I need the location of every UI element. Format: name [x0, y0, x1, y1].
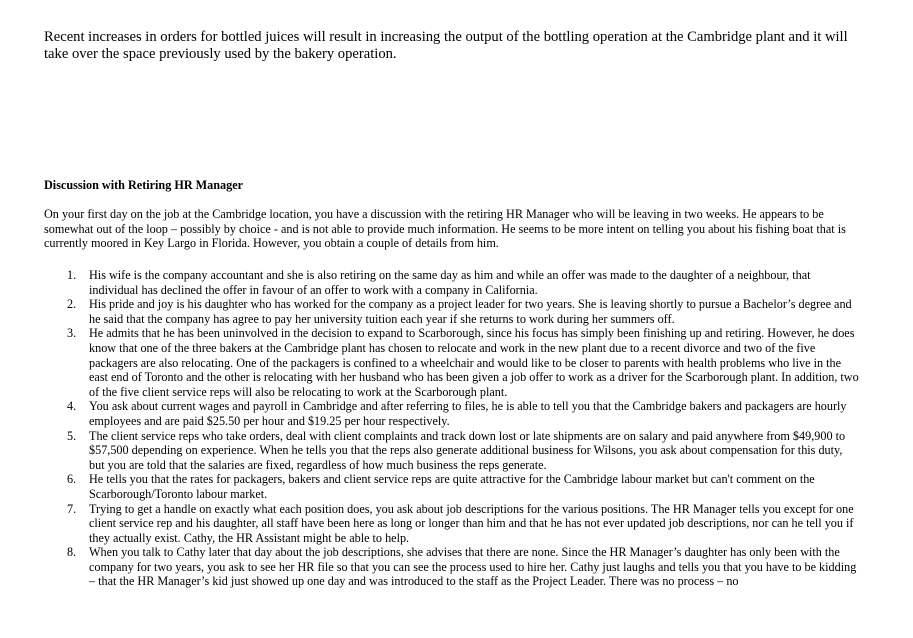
list-item — [44, 429, 859, 473]
list-item-number: 3. — [67, 326, 77, 341]
list-item-text: When you talk to Cathy later that day about the job descriptions, she advises that there are none. Since the HR Manager’s daughter has only been with the company for two years, you ask to see her HR file so that you can see the process used to hire her. Cathy just laughs and tells you that you have to be kidding – that the HR Manager’s kid just showed up one day and was introduced to the staff as the Project Leader. There was no process – no — [89, 545, 857, 589]
list-item-text: His wife is the company accountant and she is also retiring on the same day as him and while an offer was made to the daughter of a neighbour, that individual has declined the offer in favour of an offer to work with a company in California. — [89, 268, 811, 297]
section-paragraph: On your first day on the job at the Cambridge location, you have a discussion with the retiring HR Manager who will be leaving in two weeks. He appears to be somewhat out of the loop – possibly by choice - and is not able to provide much information. He seems to be more intent on telling you about his fishing boat that is currently moored in Key Largo in Florida. However, you obtain a couple of details from him. — [44, 207, 846, 251]
list-item-text: His pride and joy is his daughter who has worked for the company as a project leader for two years. She is leaving shortly to pursue a Bachelor’s degree and he said that the company has agree to pay her university tuition each year if she returns to work during her summers off. — [89, 297, 852, 326]
list-item-number: 2. — [67, 297, 77, 312]
section-heading: Discussion with Retiring HR Manager — [44, 178, 244, 192]
numbered-list — [44, 268, 859, 589]
list-item-number: 1. — [67, 268, 77, 282]
list-item — [44, 502, 859, 546]
list-item-number: 7. — [67, 501, 77, 516]
list-item — [44, 472, 859, 501]
list-item-number: 4. — [67, 399, 77, 414]
list-item-text: The client service reps who take orders, deal with client complaints and track down lost or late shipments are on salary and paid anywhere from $49,900 to $57,500 depending on experience. When he tells you that the reps also generate additional business for Wilsons, you ask about compensation for this duty, but you are told that the salaries are fixed, regardless of how much business the reps generate. — [89, 428, 846, 472]
list-item — [44, 399, 859, 428]
list-item-text: Trying to get a handle on exactly what each position does, you ask about job descriptions for the various positions. The HR Manager tells you except for one client service rep and his daughter, all staff have been here as long or longer than him and that he has not ever updated job descriptions, nor can he tell you if they actually exist. Cathy, the HR Assistant might be able to help. — [89, 501, 854, 545]
list-item-text: You ask about current wages and payroll in Cambridge and after referring to files, he is able to tell you that the Cambridge bakers and packagers are hourly employees and are paid $25.50 per hour and $19.25 per hour respectively. — [89, 399, 847, 428]
list-item-text: He admits that he has been uninvolved in the decision to expand to Scarborough, since his focus has simply been finishing up and retiring. However, he does know that one of the three bakers at the Cambridge plant has chosen to relocate and work in the new plant due to a recent divorce and two of the five packagers are also relocating. One of the packagers is confined to a wheelchair and would like to be closer to parents with health problems who live in the east end of Toronto and the other is relocating with her husband who has been given a job offer to work as a driver for the Scarborough plant. In addition, two of the five client service reps will also be relocating to work at the Scarborough plant. — [89, 326, 859, 399]
intro-paragraph: Recent increases in orders for bottled juices will result in increasing the output of the bottling operation at the Cambridge plant and it will take over the space previously used by the bakery operation. — [44, 29, 848, 62]
list-item-number: 5. — [67, 428, 77, 443]
list-item — [44, 326, 859, 399]
list-item — [44, 297, 859, 326]
list-item-number: 6. — [67, 472, 77, 487]
list-item — [44, 268, 859, 297]
list-item — [44, 545, 859, 589]
list-item-number: 8. — [67, 545, 77, 560]
list-item-text: He tells you that the rates for packagers, bakers and client service reps are quite attractive for the Cambridge labour market but can't comment on the Scarborough/Toronto labour market. — [89, 472, 815, 501]
